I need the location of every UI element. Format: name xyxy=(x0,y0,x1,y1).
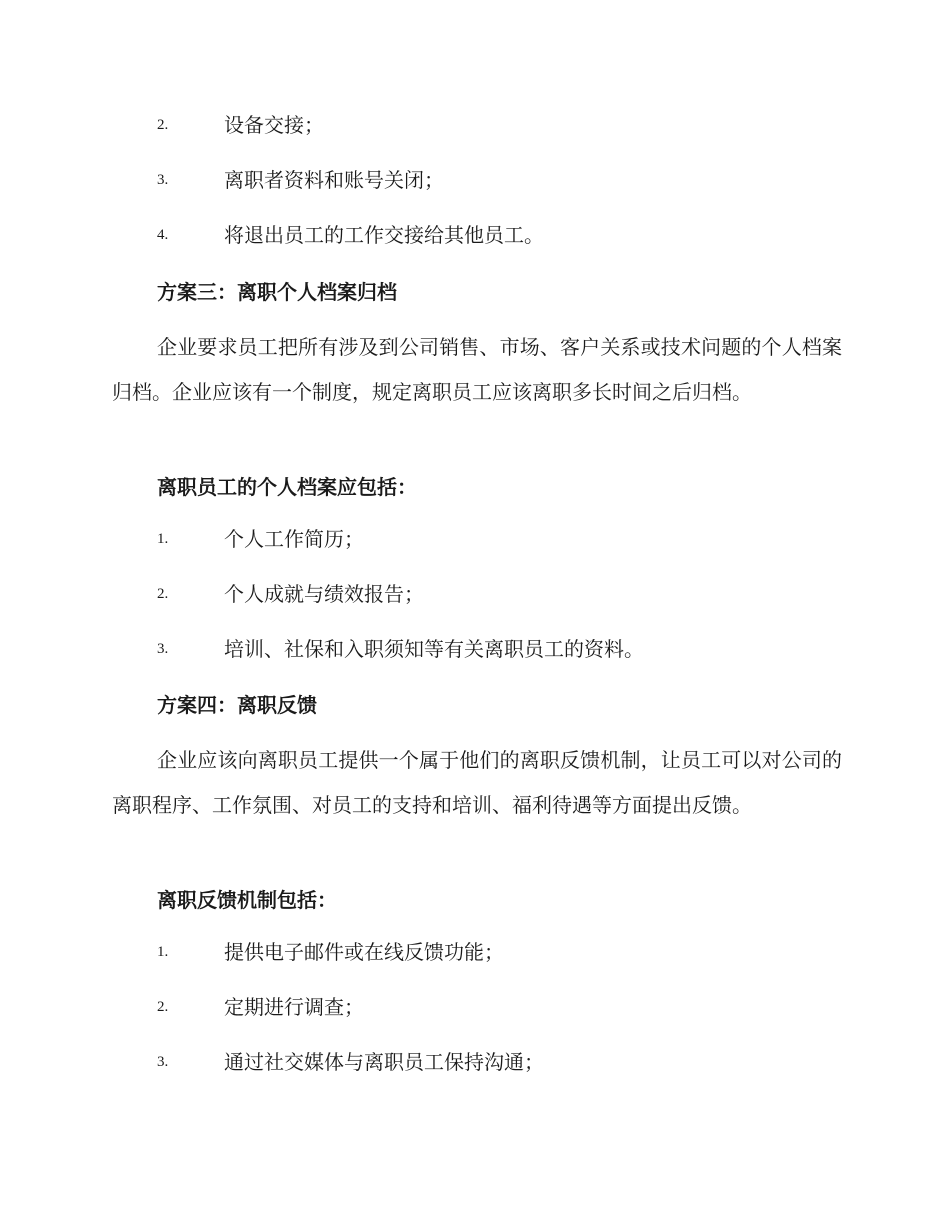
list-item-text: 定期进行调查； xyxy=(224,995,364,1019)
list-item-text: 离职者资料和账号关闭； xyxy=(224,168,444,192)
list-item xyxy=(0,934,950,974)
list-item-number: 2. xyxy=(157,999,169,1015)
list-item-number: 3. xyxy=(157,1054,169,1070)
section-subheading: 离职反馈机制包括： xyxy=(157,888,337,912)
list-item xyxy=(0,1044,950,1084)
list-item-number: 2. xyxy=(157,117,169,133)
list-item xyxy=(0,989,950,1029)
list-item xyxy=(0,576,950,616)
list-item-number: 1. xyxy=(157,944,169,960)
list-item xyxy=(0,217,950,257)
list-item-text: 个人工作简历； xyxy=(224,527,364,551)
list-item-number: 2. xyxy=(157,586,169,602)
list-item-text: 个人成就与绩效报告； xyxy=(224,582,424,606)
list-item-text: 将退出员工的工作交接给其他员工。 xyxy=(224,223,544,247)
section-paragraph: 企业应该向离职员工提供一个属于他们的离职反馈机制，让员工可以对公司的离职程序、工作氛围、对员工的支持和培训、福利待遇等方面提出反馈。 xyxy=(112,748,842,817)
list-item xyxy=(0,631,950,671)
section-heading: 方案三：离职个人档案归档 xyxy=(157,280,397,304)
section-paragraph: 企业要求员工把所有涉及到公司销售、市场、客户关系或技术问题的个人档案归档。企业应该有一个制度，规定离职员工应该离职多长时间之后归档。 xyxy=(112,335,842,404)
list-item-number: 3. xyxy=(157,641,169,657)
list-item-text: 培训、社保和入职须知等有关离职员工的资料。 xyxy=(224,637,644,661)
list-item-text: 设备交接； xyxy=(224,113,324,137)
list-item xyxy=(0,162,950,202)
list-item-number: 3. xyxy=(157,172,169,188)
list-item xyxy=(0,521,950,561)
list-item-number: 1. xyxy=(157,531,169,547)
list-item xyxy=(0,107,950,147)
section-heading: 方案四：离职反馈 xyxy=(157,693,317,717)
list-item-text: 通过社交媒体与离职员工保持沟通； xyxy=(224,1050,544,1074)
list-item-text: 提供电子邮件或在线反馈功能； xyxy=(224,940,504,964)
list-item-number: 4. xyxy=(157,227,169,243)
section-subheading: 离职员工的个人档案应包括： xyxy=(157,475,417,499)
